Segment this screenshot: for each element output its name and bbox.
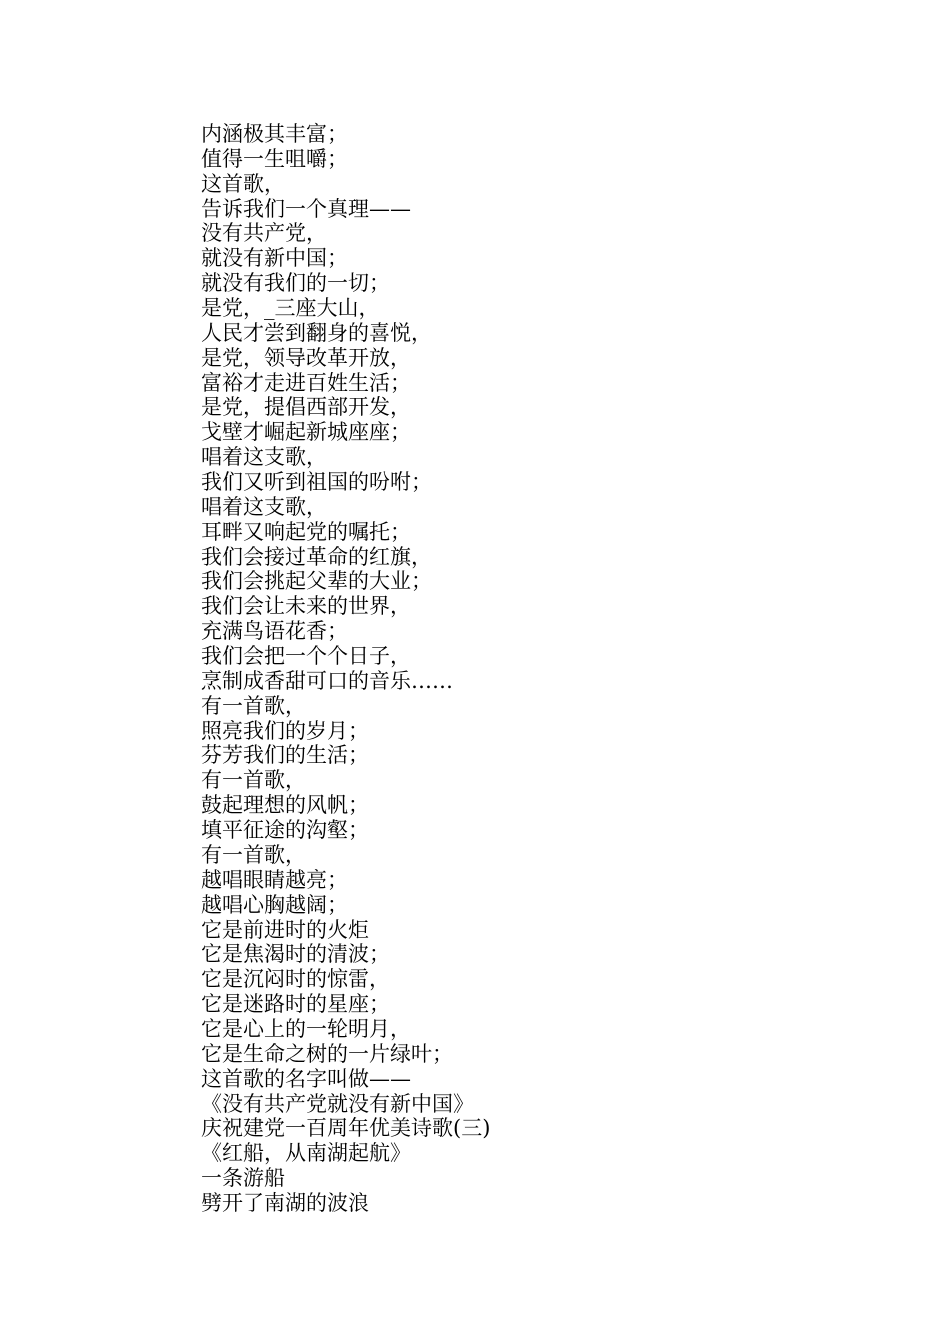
poem-line: 填平征途的沟壑；	[201, 818, 369, 843]
poem-line: 它是前进时的火炬	[201, 917, 369, 942]
poem-text-block	[201, 122, 490, 1216]
poem-line: 是党，领导改革开放，	[201, 345, 411, 370]
poem-line: 越唱心胸越阔；	[201, 892, 348, 917]
poem-line: 我们会接过革命的红旗，	[201, 544, 432, 569]
poem-line: 劈开了南湖的波浪	[201, 1190, 369, 1215]
poem-line: 芬芳我们的生活；	[201, 743, 369, 768]
poem-line: 它是迷路时的星座；	[201, 992, 390, 1017]
poem-line: 耳畔又响起党的嘱托；	[201, 519, 411, 544]
poem-line: 它是心上的一轮明月，	[201, 1016, 411, 1041]
poem-line: 就没有我们的一切；	[201, 271, 390, 296]
section-heading: 庆祝建党一百周年优美诗歌(三)	[201, 1116, 491, 1141]
poem-line: 照亮我们的岁月；	[201, 718, 369, 743]
poem-line: 我们会挑起父辈的大业；	[201, 569, 432, 594]
poem-line: 一条游船	[201, 1166, 285, 1191]
poem-line: 有一首歌，	[201, 842, 306, 867]
poem-line: 有一首歌，	[201, 768, 306, 793]
poem-line: 没有共产党，	[201, 221, 327, 246]
poem-line: 我们会把一个个日子，	[201, 644, 411, 669]
poem-line: 鼓起理想的风帆；	[201, 793, 369, 818]
poem-line: 富裕才走进百姓生活；	[201, 370, 411, 395]
poem-title-line: 《红船，从南湖起航》	[201, 1141, 411, 1166]
poem-line: 这首歌，	[201, 171, 285, 196]
poem-line: 就没有新中国；	[201, 246, 348, 271]
poem-line: 唱着这支歌，	[201, 494, 327, 519]
poem-line: 这首歌的名字叫做——	[201, 1066, 411, 1091]
poem-title-line: 《没有共产党就没有新中国》	[201, 1091, 474, 1116]
poem-line: 越唱眼睛越亮；	[201, 867, 348, 892]
poem-line: 值得一生咀嚼；	[201, 146, 348, 171]
poem-line: 充满鸟语花香；	[201, 619, 348, 644]
poem-line: 我们又听到祖国的吩咐；	[201, 470, 432, 495]
poem-line: 内涵极其丰富；	[201, 122, 348, 146]
poem-line: 它是焦渴时的清波；	[201, 942, 390, 967]
poem-line: 是党，_三座大山，	[201, 296, 380, 321]
poem-line: 烹制成香甜可口的音乐……	[201, 668, 453, 693]
poem-line: 它是沉闷时的惊雷，	[201, 967, 390, 992]
poem-line: 有一首歌，	[201, 693, 306, 718]
poem-line: 戈壁才崛起新城座座；	[201, 420, 411, 445]
poem-line: 是党，提倡西部开发，	[201, 395, 411, 420]
poem-line: 它是生命之树的一片绿叶；	[201, 1041, 453, 1066]
poem-line: 告诉我们一个真理——	[201, 196, 411, 221]
poem-line: 我们会让未来的世界，	[201, 594, 411, 619]
poem-line: 人民才尝到翻身的喜悦，	[201, 320, 432, 345]
poem-line: 唱着这支歌，	[201, 445, 327, 470]
